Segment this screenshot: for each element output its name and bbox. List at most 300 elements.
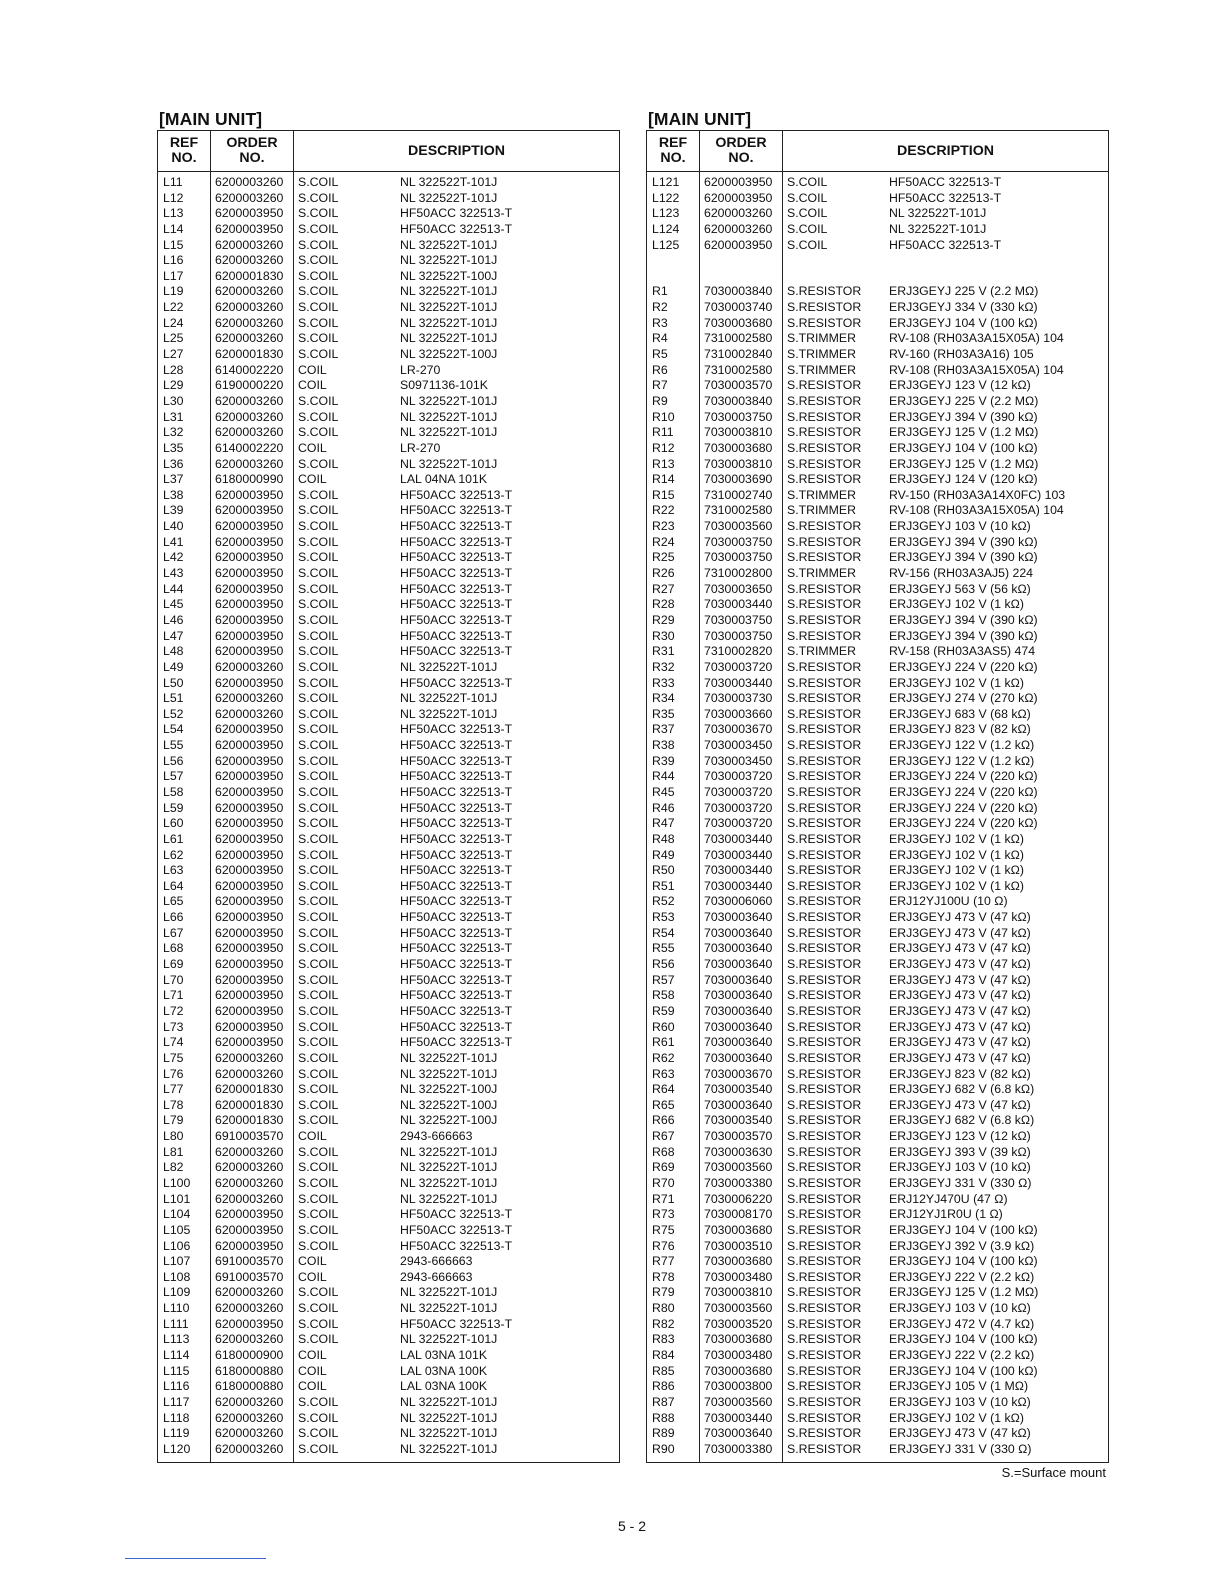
table-row [158, 1301, 619, 1317]
order-no-cell: 6200003950 [215, 519, 284, 534]
description-cell: NL 322522T-101J [400, 1332, 498, 1347]
description-cell: HF50ACC 322513-T [400, 894, 513, 909]
table-row [158, 879, 619, 895]
table-row [647, 222, 1108, 238]
description-cell: HF50ACC 322513-T [400, 722, 513, 737]
description-cell: NL 322522T-101J [400, 393, 498, 408]
order-no-cell: 6200003260 [215, 1066, 284, 1081]
header-order-label: ORDER NO. [226, 135, 278, 166]
order-no-cell: 7030003560 [704, 1160, 773, 1175]
order-no-cell: 6180000900 [215, 1348, 284, 1363]
header-ref-no [647, 131, 700, 171]
ref-no-cell: R35 [652, 706, 675, 721]
table-row [158, 1207, 619, 1223]
part-type-cell: S.COIL [298, 487, 339, 502]
part-type-cell: S.COIL [298, 1050, 339, 1065]
column-divider [293, 172, 294, 1462]
part-type-cell: S.RESISTOR [787, 534, 862, 549]
part-type-cell [783, 253, 886, 269]
order-no-cell: 7030003380 [704, 1441, 773, 1456]
order-no-cell: 7030003570 [704, 378, 773, 393]
part-type-cell: COIL [298, 1254, 327, 1269]
ref-no-cell: L82 [163, 1160, 184, 1175]
part-type-cell: S.RESISTOR [787, 722, 862, 737]
part-type-cell: S.COIL [298, 347, 339, 362]
part-type-cell: S.RESISTOR [787, 456, 862, 471]
description-cell: NL 322522T-101J [400, 1050, 498, 1065]
description-cell: NL 322522T-101J [400, 1176, 498, 1190]
part-type-cell: S.COIL [298, 1426, 339, 1441]
order-no-cell: 7030003480 [704, 1269, 773, 1284]
order-no-cell: 7030003640 [704, 1019, 773, 1034]
table-row [158, 910, 619, 926]
ref-no-cell: L32 [163, 425, 184, 440]
order-no-cell: 6200003950 [704, 175, 773, 189]
part-type-cell: S.RESISTOR [787, 628, 862, 643]
order-no-cell: 7030003640 [704, 925, 773, 940]
header-ref-no [158, 131, 211, 171]
part-type-cell: S.RESISTOR [787, 315, 862, 330]
ref-no-cell: R88 [652, 1410, 675, 1425]
table-row [647, 1160, 1108, 1176]
table-row [158, 629, 619, 645]
part-type-cell: S.RESISTOR [787, 1426, 862, 1441]
part-type-cell: S.RESISTOR [787, 1254, 862, 1269]
part-type-cell: S.COIL [298, 300, 339, 315]
table-row [158, 1129, 619, 1145]
description-cell: NL 322522T-101J [400, 1426, 498, 1441]
part-type-cell: COIL [298, 1363, 327, 1378]
ref-no-cell: R3 [652, 315, 668, 330]
order-no-cell: 6200003260 [215, 284, 284, 299]
order-no-cell: 6200003260 [215, 315, 284, 330]
description-cell: ERJ3GEYJ 102 V (1 kΩ) [889, 597, 1024, 612]
description-cell: NL 322522T-101J [889, 206, 987, 221]
order-no-cell: 6200003950 [215, 925, 284, 940]
table-row [647, 1067, 1108, 1083]
ref-no-cell: R27 [652, 581, 675, 596]
part-type-cell: COIL [298, 440, 327, 455]
part-type-cell: S.RESISTOR [787, 816, 862, 831]
description-cell: ERJ3GEYJ 334 V (330 kΩ) [889, 300, 1038, 315]
ref-no-cell: L38 [163, 487, 184, 502]
description-cell: HF50ACC 322513-T [889, 190, 1002, 205]
part-type-cell: S.RESISTOR [787, 925, 862, 940]
part-type-cell: S.RESISTOR [787, 1097, 862, 1112]
ref-no-cell: R78 [652, 1269, 675, 1284]
ref-no-cell: R15 [652, 487, 675, 502]
ref-no-cell: R46 [652, 800, 675, 815]
order-no-cell: 7310002800 [704, 566, 773, 581]
ref-no-cell: L124 [652, 221, 680, 236]
part-type-cell: S.COIL [298, 175, 339, 189]
order-no-cell: 6200003950 [215, 831, 284, 846]
ref-no-cell: R24 [652, 534, 675, 549]
description-cell: HF50ACC 322513-T [400, 831, 513, 846]
description-cell: ERJ3GEYJ 394 V (390 kΩ) [889, 534, 1038, 549]
description-cell: HF50ACC 322513-T [400, 644, 513, 659]
part-type-cell: S.RESISTOR [787, 1222, 862, 1237]
order-no-cell: 6140002220 [215, 440, 284, 455]
description-cell: HF50ACC 322513-T [400, 878, 513, 893]
part-type-cell: S.COIL [298, 941, 339, 956]
table-row [158, 1176, 619, 1192]
table-row [647, 1051, 1108, 1067]
ref-no-cell: L12 [163, 190, 184, 205]
part-type-cell: S.COIL [298, 1394, 339, 1409]
order-no-cell: 7030003720 [704, 769, 773, 784]
table-row [647, 1379, 1108, 1395]
ref-no-cell: L111 [163, 1316, 189, 1331]
description-cell: ERJ3GEYJ 102 V (1 kΩ) [889, 863, 1024, 878]
part-type-cell: S.COIL [298, 769, 339, 784]
part-type-cell: S.COIL [298, 1035, 339, 1050]
part-type-cell: S.RESISTOR [787, 988, 862, 1003]
description-cell: ERJ3GEYJ 473 V (47 kΩ) [889, 1050, 1031, 1065]
description-cell: NL 322522T-101J [400, 1191, 498, 1206]
ref-no-cell: L22 [163, 300, 184, 315]
order-no-cell: 7030003720 [704, 784, 773, 799]
part-type-cell: S.COIL [298, 456, 339, 471]
table-row [647, 472, 1108, 488]
ref-no-cell: R57 [652, 972, 675, 987]
table-row [158, 582, 619, 598]
description-cell: ERJ3GEYJ 123 V (12 kΩ) [889, 1129, 1031, 1144]
table-row [158, 988, 619, 1004]
table-row [647, 660, 1108, 676]
table-row [647, 300, 1108, 316]
table-row [158, 363, 619, 379]
description-cell: ERJ3GEYJ 331 V (330 Ω) [889, 1441, 1032, 1456]
ref-no-cell: R11 [652, 425, 674, 440]
part-type-cell: S.RESISTOR [787, 1363, 862, 1378]
ref-no-cell: L48 [163, 644, 184, 659]
ref-no-cell: R45 [652, 784, 675, 799]
ref-no-cell: L24 [163, 315, 184, 330]
table-row [158, 331, 619, 347]
description-cell: ERJ3GEYJ 274 V (270 kΩ) [889, 691, 1038, 706]
header-order-no [700, 131, 783, 171]
order-no-cell: 7030003640 [704, 972, 773, 987]
description-cell: ERJ3GEYJ 473 V (47 kΩ) [889, 1019, 1031, 1034]
ref-no-cell: R10 [652, 409, 675, 424]
order-no-cell: 7030003750 [704, 612, 773, 627]
order-no-cell: 6200003950 [215, 1222, 284, 1237]
table-row [647, 206, 1108, 222]
description-cell: ERJ3GEYJ 122 V (1.2 kΩ) [889, 753, 1035, 768]
description-cell: HF50ACC 322513-T [400, 1003, 513, 1018]
ref-no-cell: L71 [163, 988, 184, 1003]
table-row [158, 597, 619, 613]
part-type-cell: S.COIL [298, 816, 339, 831]
order-no-cell: 6200003950 [215, 910, 284, 925]
order-no-cell: 6200003950 [215, 878, 284, 893]
part-type-cell: S.COIL [298, 1316, 339, 1331]
description-cell: ERJ3GEYJ 104 V (100 kΩ) [889, 315, 1038, 330]
order-no-cell: 7030003720 [704, 816, 773, 831]
description-cell: HF50ACC 322513-T [400, 612, 513, 627]
order-no-cell: 7030003440 [704, 878, 773, 893]
order-no-cell: 7030003680 [704, 315, 773, 330]
ref-no-cell: R66 [652, 1113, 675, 1128]
description-cell: ERJ3GEYJ 682 V (6.8 kΩ) [889, 1082, 1035, 1097]
order-no-cell: 7030003730 [704, 691, 773, 706]
part-type-cell: S.RESISTOR [787, 1003, 862, 1018]
ref-no-cell: R63 [652, 1066, 675, 1081]
description-cell: LAL 03NA 100K [400, 1363, 488, 1378]
order-no-cell: 7030003640 [704, 1097, 773, 1112]
description-cell: ERJ3GEYJ 823 V (82 kΩ) [889, 722, 1031, 737]
header-ref-label: REF NO. [169, 135, 199, 166]
header-ref-label: REF NO. [658, 135, 688, 166]
part-type-cell: S.COIL [298, 1019, 339, 1034]
description-cell: NL 322522T-101J [400, 1394, 498, 1409]
part-type-cell: S.RESISTOR [787, 1269, 862, 1284]
order-no-cell: 6200003950 [215, 534, 284, 549]
ref-no-cell: L78 [163, 1097, 184, 1112]
header-order-label: ORDER NO. [715, 135, 767, 166]
part-type-cell: S.RESISTOR [787, 1238, 862, 1253]
table-row [158, 926, 619, 942]
table-row [647, 457, 1108, 473]
description-cell: ERJ3GEYJ 392 V (3.9 kΩ) [889, 1238, 1035, 1253]
table-row [158, 722, 619, 738]
part-type-cell: S.RESISTOR [787, 1191, 862, 1206]
order-no-cell: 7030003540 [704, 1082, 773, 1097]
description-cell: HF50ACC 322513-T [400, 784, 513, 799]
table-row [158, 316, 619, 332]
description-cell: NL 322522T-101J [400, 284, 498, 299]
part-type-cell: S.COIL [298, 1176, 339, 1190]
description-cell: ERJ3GEYJ 394 V (390 kΩ) [889, 409, 1038, 424]
part-type-cell: S.COIL [787, 206, 828, 221]
part-type-cell: S.RESISTOR [787, 910, 862, 925]
table-row [647, 175, 1108, 191]
table-row [158, 394, 619, 410]
order-no-cell: 6200003260 [215, 1160, 284, 1175]
ref-no-cell: L28 [163, 362, 184, 377]
ref-no-cell: R71 [652, 1191, 675, 1206]
table-row [158, 1395, 619, 1411]
ref-no-cell: L69 [163, 957, 184, 972]
part-type-cell: S.TRIMMER [787, 331, 856, 346]
order-no-cell: 7030003440 [704, 1410, 773, 1425]
part-type-cell: S.RESISTOR [787, 1019, 862, 1034]
part-type-cell: S.COIL [298, 1222, 339, 1237]
table-row [647, 722, 1108, 738]
part-type-cell: S.RESISTOR [787, 831, 862, 846]
description-cell: HF50ACC 322513-T [400, 910, 513, 925]
part-type-cell: S.COIL [298, 878, 339, 893]
ref-no-cell: R44 [652, 769, 675, 784]
order-no-cell: 6200001830 [215, 1097, 284, 1112]
part-type-cell: S.COIL [298, 1332, 339, 1347]
order-no-cell: 7310002580 [704, 503, 773, 518]
part-type-cell: S.COIL [298, 566, 339, 581]
part-type-cell: S.RESISTOR [787, 957, 862, 972]
part-type-cell: S.RESISTOR [787, 378, 862, 393]
table-row [158, 660, 619, 676]
description-cell: NL 322522T-101J [400, 659, 498, 674]
table-row [647, 1285, 1108, 1301]
order-no-cell: 7030003670 [704, 1066, 773, 1081]
part-type-cell: S.TRIMMER [787, 347, 856, 362]
order-no-cell: 7030003640 [704, 941, 773, 956]
table-row [647, 644, 1108, 660]
table-row [158, 1411, 619, 1427]
description-cell: HF50ACC 322513-T [400, 675, 513, 690]
part-type-cell: S.COIL [298, 706, 339, 721]
order-no-cell: 7030003840 [704, 393, 773, 408]
order-no-cell: 7030003720 [704, 659, 773, 674]
table-row [158, 1082, 619, 1098]
order-no-cell: 6200003260 [215, 331, 284, 346]
table-row [158, 769, 619, 785]
order-no-cell: 7030003680 [704, 1254, 773, 1269]
ref-no-cell: L106 [163, 1238, 191, 1253]
table-row [647, 488, 1108, 504]
description-cell: ERJ3GEYJ 125 V (1.2 MΩ) [889, 425, 1039, 440]
part-type-cell: S.RESISTOR [787, 1332, 862, 1347]
order-no-cell: 6200003260 [704, 206, 773, 221]
order-no-cell: 6200003260 [215, 659, 284, 674]
table-row [158, 1145, 619, 1161]
ref-no-cell: L36 [163, 456, 184, 471]
table-row [647, 1176, 1108, 1192]
description-cell: HF50ACC 322513-T [400, 957, 513, 972]
left-parts-panel [157, 108, 620, 1463]
ref-no-cell: R58 [652, 988, 675, 1003]
order-no-cell: 7030003810 [704, 1285, 773, 1300]
order-no-cell: 6200003260 [215, 1332, 284, 1347]
table-row [158, 378, 619, 394]
description-cell: NL 322522T-101J [400, 300, 498, 315]
description-cell: ERJ3GEYJ 472 V (4.7 kΩ) [889, 1316, 1035, 1331]
order-no-cell: 6200003260 [704, 221, 773, 236]
ref-no-cell: R68 [652, 1144, 675, 1159]
ref-no-cell: L74 [163, 1035, 184, 1050]
part-type-cell: S.RESISTOR [787, 284, 862, 299]
table-row [647, 582, 1108, 598]
ref-no-cell: L44 [163, 581, 184, 596]
description-cell: LR-270 [400, 440, 441, 455]
table-row [158, 1035, 619, 1051]
description-cell: ERJ3GEYJ 104 V (100 kΩ) [889, 440, 1038, 455]
order-no-cell: 6140002220 [215, 362, 284, 377]
description-cell: ERJ3GEYJ 104 V (100 kΩ) [889, 1332, 1038, 1347]
description-cell: HF50ACC 322513-T [400, 941, 513, 956]
description-cell: ERJ3GEYJ 222 V (2.2 kΩ) [889, 1348, 1035, 1363]
part-type-cell: S.RESISTOR [787, 1066, 862, 1081]
ref-no-cell: R64 [652, 1082, 675, 1097]
table-row [647, 848, 1108, 864]
part-type-cell: S.COIL [298, 253, 339, 268]
ref-no-cell: L79 [163, 1113, 184, 1128]
part-type-cell: S.RESISTOR [787, 1207, 862, 1222]
table-row [647, 519, 1108, 535]
description-cell: NL 322522T-101J [400, 1441, 498, 1456]
ref-no-cell: R22 [652, 503, 675, 518]
table-row [647, 253, 1108, 269]
table-row [647, 284, 1108, 300]
table-row [647, 378, 1108, 394]
description-cell: NL 322522T-101J [400, 237, 498, 252]
part-type-cell: S.COIL [298, 910, 339, 925]
order-no-cell: 7030003640 [704, 1426, 773, 1441]
table-row [158, 644, 619, 660]
ref-no-cell: L119 [163, 1426, 190, 1441]
order-no-cell: 7030003630 [704, 1144, 773, 1159]
order-no-cell: 7030003750 [704, 550, 773, 565]
order-no-cell: 6200003950 [215, 612, 284, 627]
part-type-cell: S.COIL [298, 425, 339, 440]
part-type-cell: S.RESISTOR [787, 1441, 862, 1456]
description-cell: NL 322522T-101J [400, 706, 498, 721]
ref-no-cell: L61 [163, 831, 184, 846]
description-cell: NL 322522T-100J [400, 1113, 498, 1128]
ref-no-cell: R5 [652, 347, 668, 362]
order-no-cell: 6200003950 [215, 800, 284, 815]
table-row [647, 1035, 1108, 1051]
ref-no-cell: L43 [163, 566, 184, 581]
part-type-cell: S.RESISTOR [787, 300, 862, 315]
description-cell: HF50ACC 322513-T [400, 769, 513, 784]
ref-no-cell: L55 [163, 738, 184, 753]
order-no-cell: 6200003260 [215, 1191, 284, 1206]
footnote: S.=Surface mount [1001, 1465, 1106, 1480]
part-type-cell: S.RESISTOR [787, 784, 862, 799]
ref-no-cell: L62 [163, 847, 184, 862]
description-cell: NL 322522T-101J [400, 1144, 498, 1159]
description-cell: ERJ3GEYJ 102 V (1 kΩ) [889, 831, 1024, 846]
order-no-cell: 7030003510 [704, 1238, 773, 1253]
order-no-cell: 7310002580 [704, 331, 773, 346]
description-cell: ERJ3GEYJ 103 V (10 kΩ) [889, 1394, 1031, 1409]
order-no-cell: 7030003560 [704, 1394, 773, 1409]
description-cell: NL 322522T-101J [400, 253, 498, 268]
ref-no-cell: R82 [652, 1316, 675, 1331]
order-no-cell: 6200003950 [215, 628, 284, 643]
table-row [647, 1129, 1108, 1145]
description-cell: ERJ12YJ1R0U (1 Ω) [889, 1207, 1003, 1222]
order-no-cell: 6200003950 [215, 566, 284, 581]
ref-no-cell: L67 [163, 925, 184, 940]
table-row [647, 1207, 1108, 1223]
order-no-cell: 6200003950 [215, 784, 284, 799]
order-no-cell: 7030003440 [704, 675, 773, 690]
order-no-cell: 6910003570 [215, 1269, 284, 1284]
table-row [647, 191, 1108, 207]
part-type-cell: S.COIL [298, 894, 339, 909]
ref-no-cell: R80 [652, 1301, 675, 1316]
ref-no-cell: R50 [652, 863, 675, 878]
ref-no-cell: L58 [163, 784, 184, 799]
part-type-cell: S.COIL [298, 1191, 339, 1206]
part-type-cell: S.COIL [298, 784, 339, 799]
description-cell: ERJ3GEYJ 122 V (1.2 kΩ) [889, 738, 1035, 753]
order-no-cell: 7030003640 [704, 1003, 773, 1018]
parts-table [157, 130, 620, 1463]
table-row [647, 1364, 1108, 1380]
description-cell: LAL 04NA 101K [400, 472, 488, 487]
ref-no-cell: L117 [163, 1394, 190, 1409]
table-row [647, 754, 1108, 770]
description-cell: HF50ACC 322513-T [400, 925, 513, 940]
table-row [158, 1239, 619, 1255]
table-row [647, 1301, 1108, 1317]
description-cell: ERJ3GEYJ 103 V (10 kΩ) [889, 1160, 1031, 1175]
table-row [158, 347, 619, 363]
